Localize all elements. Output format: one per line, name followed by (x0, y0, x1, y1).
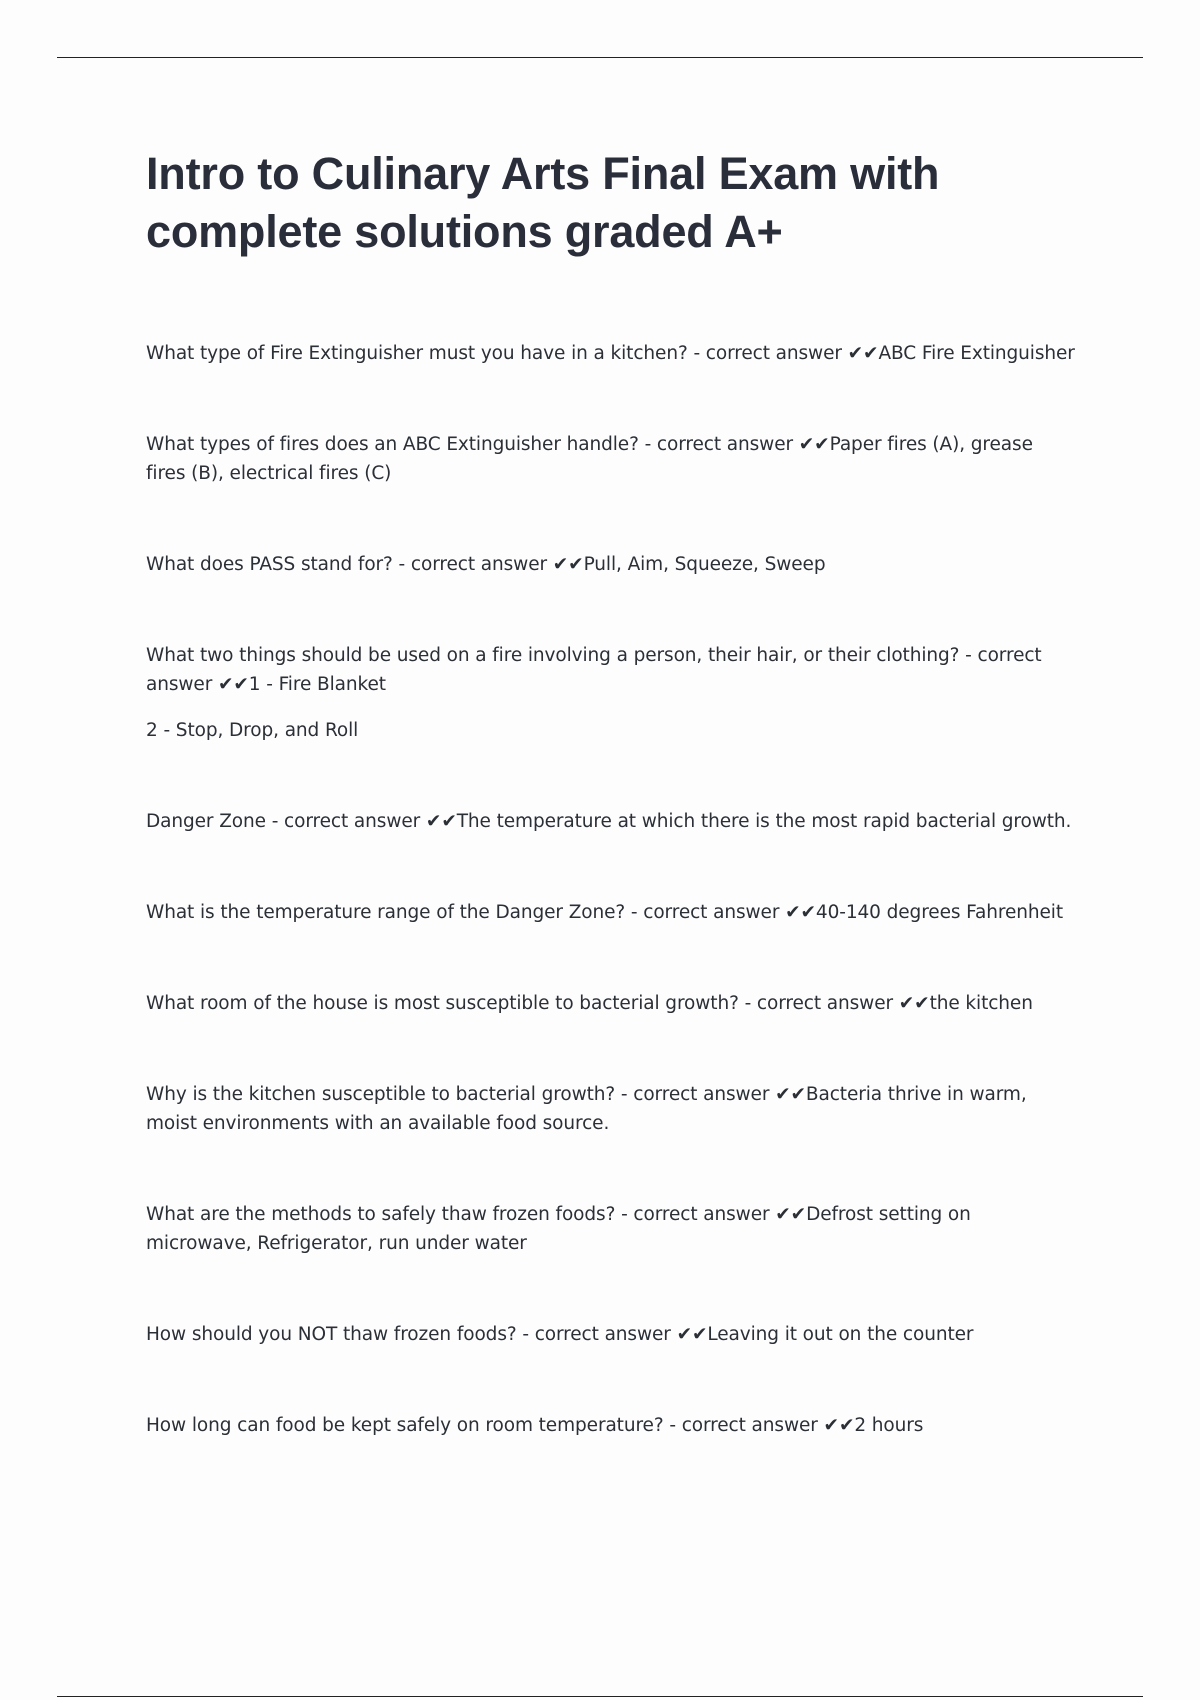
question-item (146, 898, 1076, 927)
question-text: What is the temperature range of the Danger Zone? - correct answer ✔✔40-140 degrees Fahrenheit (146, 902, 1063, 923)
question-text: How long can food be kept safely on room temperature? - correct answer ✔✔2 hours (146, 1415, 924, 1436)
document-title: Intro to Culinary Arts Final Exam with complete solutions graded A+ (146, 148, 940, 257)
question-item (146, 1320, 1076, 1349)
question-text: What two things should be used on a fire involving a person, their hair, or their clothing? - correct answer ✔✔1 - Fire Blanket (146, 645, 1042, 695)
question-text: Danger Zone - correct answer ✔✔The temperature at which there is the most rapid bacterial growth. (146, 811, 1072, 832)
question-item (146, 1080, 1076, 1138)
document-body (146, 145, 1076, 1502)
question-item (146, 1200, 1076, 1258)
bottom-divider (57, 1696, 1143, 1697)
question-item (146, 641, 1076, 745)
question-item (146, 807, 1076, 836)
question-text: What types of fires does an ABC Extinguisher handle? - correct answer ✔✔Paper fires (A), grease fires (B), electrical fires (C) (146, 434, 1033, 484)
question-text: What are the methods to safely thaw frozen foods? - correct answer ✔✔Defrost setting on microwave, Refrigerator, run under water (146, 1204, 971, 1254)
question-text: What type of Fire Extinguisher must you have in a kitchen? - correct answer ✔✔ABC Fire Extinguisher (146, 343, 1075, 364)
question-item (146, 989, 1076, 1018)
answer-continuation: 2 - Stop, Drop, and Roll (146, 720, 359, 741)
question-item (146, 550, 1076, 579)
question-item (146, 430, 1076, 488)
question-item (146, 339, 1076, 368)
top-divider (57, 57, 1143, 58)
question-text: What does PASS stand for? - correct answer ✔✔Pull, Aim, Squeeze, Sweep (146, 554, 826, 575)
question-list (146, 339, 1076, 1440)
question-item (146, 1411, 1076, 1440)
question-text: What room of the house is most susceptible to bacterial growth? - correct answer ✔✔the kitchen (146, 993, 1033, 1014)
question-text: Why is the kitchen susceptible to bacterial growth? - correct answer ✔✔Bacteria thrive in warm, moist environments with an available food source. (146, 1084, 1027, 1134)
question-text: How should you NOT thaw frozen foods? - correct answer ✔✔Leaving it out on the counter (146, 1324, 974, 1345)
